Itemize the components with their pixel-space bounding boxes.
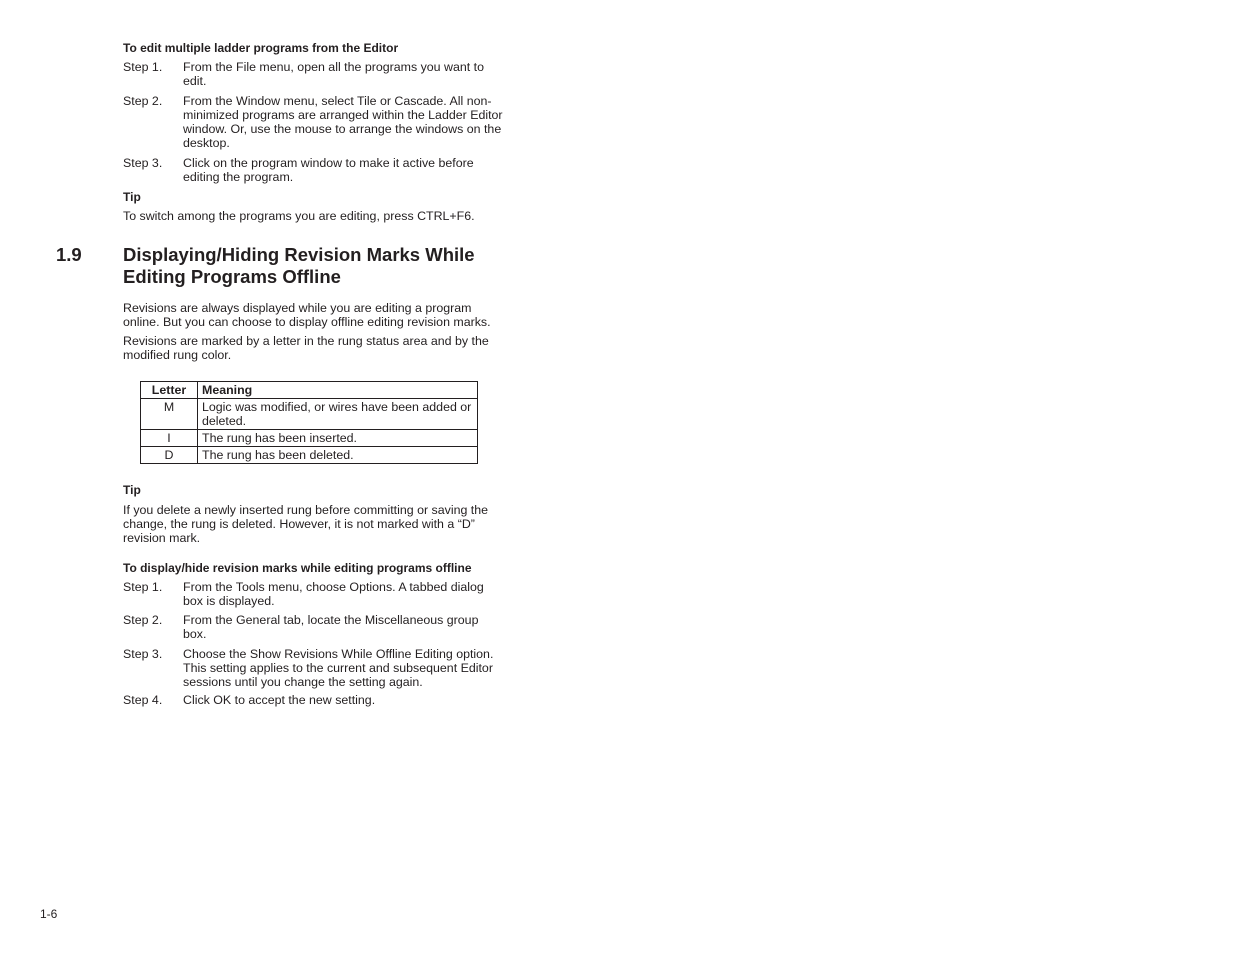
table-cell-letter: I	[141, 430, 198, 447]
page-number: 1-6	[40, 907, 58, 921]
step-text: From the Tools menu, choose Options. A tabbed dialog box is displayed.	[183, 580, 484, 608]
procedure-heading-edit-multiple: To edit multiple ladder programs from the Editor	[123, 41, 399, 55]
section-paragraph: Revisions are always displayed while you are editing a program online. But you can choose to display offline editing revision marks.	[123, 301, 491, 329]
step-label: Step 3.	[123, 156, 163, 170]
section-title: Displaying/Hiding Revision Marks While Editing Programs Offline	[123, 244, 475, 287]
table-row	[141, 447, 478, 464]
tip-text: To switch among the programs you are editing, press CTRL+F6.	[123, 209, 475, 223]
tip-label: Tip	[123, 190, 141, 204]
table-cell-meaning: The rung has been deleted.	[198, 447, 478, 464]
step-label: Step 1.	[123, 60, 163, 74]
step-text: Choose the Show Revisions While Offline Editing option. This setting applies to the current and subsequent Editor sessions until you change the setting again.	[183, 647, 494, 689]
table-cell-meaning: The rung has been inserted.	[198, 430, 478, 447]
section-paragraph: Revisions are marked by a letter in the rung status area and by the modified rung color.	[123, 334, 489, 362]
procedure-heading-display-hide: To display/hide revision marks while editing programs offline	[123, 561, 472, 575]
step-text: Click on the program window to make it active before editing the program.	[183, 156, 474, 184]
table-row	[141, 399, 478, 430]
step-label: Step 2.	[123, 613, 163, 627]
column-header-letter: Letter	[141, 382, 198, 399]
step-text: From the File menu, open all the programs you want to edit.	[183, 60, 484, 88]
step-text: From the General tab, locate the Miscellaneous group box.	[183, 613, 479, 641]
table-cell-letter: M	[141, 399, 198, 430]
table-cell-meaning: Logic was modified, or wires have been added or deleted.	[198, 399, 478, 430]
table-header-row	[141, 382, 478, 399]
step-label: Step 4.	[123, 693, 163, 707]
tip-label: Tip	[123, 483, 141, 497]
table-cell-letter: D	[141, 447, 198, 464]
step-text: From the Window menu, select Tile or Cascade. All non-minimized programs are arranged within the Ladder Editor window. Or, use the mouse to arrange the windows on the desktop.	[183, 94, 503, 150]
revision-marks-table	[140, 381, 478, 464]
tip-text: If you delete a newly inserted rung before committing or saving the change, the rung is deleted. However, it is not marked with a “D” revision mark.	[123, 503, 489, 545]
table-row	[141, 430, 478, 447]
column-header-meaning: Meaning	[198, 382, 478, 399]
step-label: Step 2.	[123, 94, 163, 108]
step-label: Step 3.	[123, 647, 163, 661]
step-text: Click OK to accept the new setting.	[183, 693, 376, 707]
step-label: Step 1.	[123, 580, 163, 594]
section-number: 1.9	[56, 244, 82, 265]
